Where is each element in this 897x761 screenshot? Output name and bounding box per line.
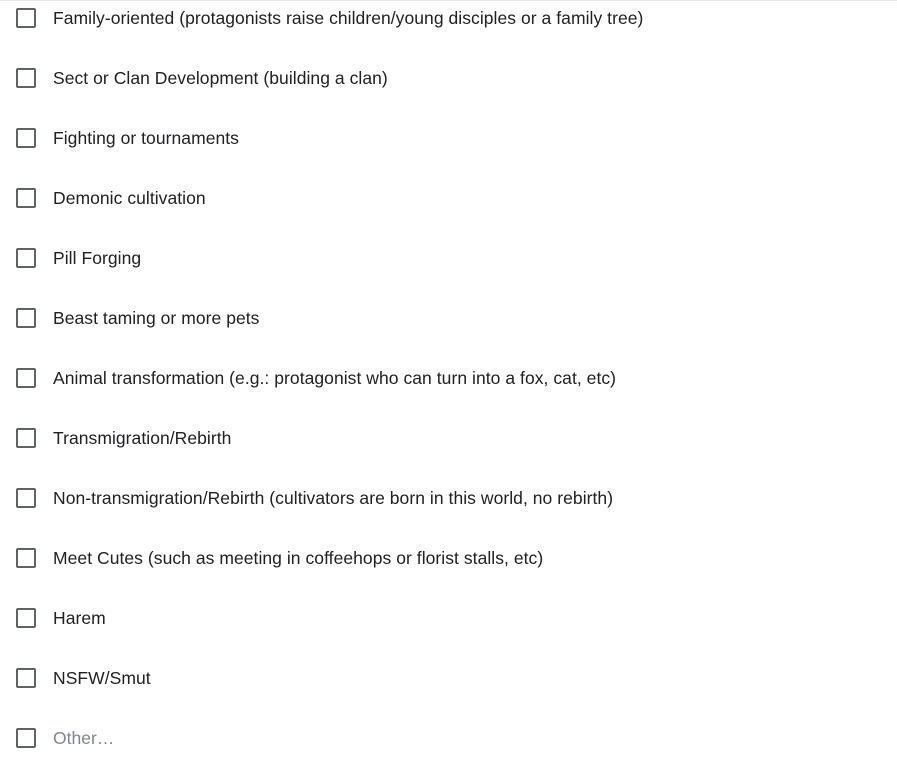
checkbox-label: Sect or Clan Development (building a clan) [53, 68, 388, 88]
checkbox[interactable] [16, 68, 36, 88]
checkbox[interactable] [16, 248, 36, 268]
checkbox-label: Transmigration/Rebirth [53, 428, 232, 448]
checkbox-option-transmigration-rebirth[interactable] [0, 421, 897, 461]
other-text-input[interactable] [53, 727, 353, 749]
checkbox-label: Pill Forging [53, 248, 142, 268]
checkbox-option-other[interactable] [0, 721, 897, 761]
checkbox-label: Fighting or tournaments [53, 128, 239, 148]
checkbox-label: Demonic cultivation [53, 188, 206, 208]
checkbox-option-beast-taming[interactable] [0, 301, 897, 341]
checkbox-option-harem[interactable] [0, 601, 897, 641]
checkbox[interactable] [16, 488, 36, 508]
checkbox[interactable] [16, 8, 36, 28]
checkbox-option-animal-transformation[interactable] [0, 361, 897, 401]
checkbox-option-demonic-cultivation[interactable] [0, 181, 897, 221]
checkbox[interactable] [16, 668, 36, 688]
checkbox-label: Meet Cutes (such as meeting in coffeehops or florist stalls, etc) [53, 548, 544, 568]
checkbox[interactable] [16, 548, 36, 568]
checkbox[interactable] [16, 188, 36, 208]
checkbox-label: Family-oriented (protagonists raise children/young disciples or a family tree) [53, 8, 644, 28]
checkbox[interactable] [16, 728, 36, 748]
checkbox[interactable] [16, 308, 36, 328]
checkbox-option-sect-clan-development[interactable] [0, 61, 897, 101]
checkbox-option-fighting-tournaments[interactable] [0, 121, 897, 161]
checkbox-label: NSFW/Smut [53, 668, 151, 688]
checkbox-label: Beast taming or more pets [53, 308, 260, 328]
checkbox-option-pill-forging[interactable] [0, 241, 897, 281]
checkbox[interactable] [16, 608, 36, 628]
checkbox-label: Harem [53, 608, 106, 628]
checkbox[interactable] [16, 128, 36, 148]
checkbox-option-nsfw-smut[interactable] [0, 661, 897, 701]
checkbox[interactable] [16, 428, 36, 448]
checkbox-label: Non-transmigration/Rebirth (cultivators are born in this world, no rebirth) [53, 488, 614, 508]
checkbox-option-non-transmigration[interactable] [0, 481, 897, 521]
checkbox[interactable] [16, 368, 36, 388]
checkbox-label: Animal transformation (e.g.: protagonist who can turn into a fox, cat, etc) [53, 368, 617, 388]
checkbox-option-meet-cutes[interactable] [0, 541, 897, 581]
checkbox-option-family-oriented[interactable] [0, 1, 897, 41]
